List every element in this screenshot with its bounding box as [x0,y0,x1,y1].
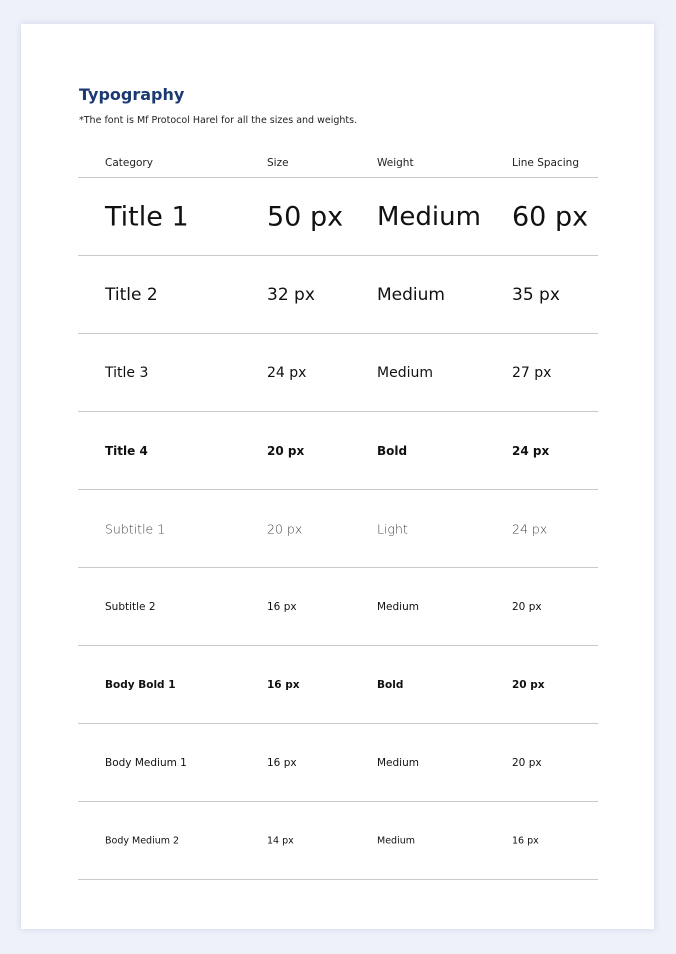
row-size: 50 px [267,201,344,232]
header-size: Size [267,157,289,169]
table-row [78,490,598,568]
row-line-spacing: 35 px [512,284,560,305]
row-category: Subtitle 2 [105,600,156,613]
row-category: Body Bold 1 [105,678,176,691]
row-category: Title 2 [105,284,158,305]
row-category: Body Medium 1 [105,756,187,769]
row-weight: Medium [377,284,445,305]
table-header [78,150,598,178]
row-size: 16 px [267,600,297,613]
table-row [78,724,598,802]
table-row [78,802,598,880]
row-line-spacing: 16 px [512,835,539,846]
table-row [78,334,598,412]
row-line-spacing: 60 px [512,201,589,232]
table-row [78,178,598,256]
font-note: *The font is Mf Protocol Harel for all the sizes and weights. [79,115,358,126]
row-size: 16 px [267,756,297,769]
row-line-spacing: 20 px [512,678,545,691]
document-page [21,24,654,929]
row-weight: Medium [377,600,419,613]
table-row [78,646,598,724]
row-line-spacing: 20 px [512,600,542,613]
row-category: Title 3 [105,364,149,381]
row-weight: Light [377,521,408,536]
row-category: Subtitle 1 [105,521,166,536]
table-row [78,256,598,334]
row-category: Body Medium 2 [105,835,180,846]
row-line-spacing: 27 px [512,364,552,381]
table-row [78,412,598,490]
row-size: 20 px [267,521,303,536]
header-category: Category [105,157,153,169]
row-weight: Medium [377,201,481,232]
row-size: 14 px [267,835,294,846]
row-line-spacing: 20 px [512,756,542,769]
row-weight: Bold [377,678,404,691]
header-line-spacing: Line Spacing [512,157,579,169]
row-weight: Medium [377,835,415,846]
row-weight: Bold [377,443,408,458]
row-line-spacing: 24 px [512,521,548,536]
typography-table [78,150,598,880]
row-size: 32 px [267,284,315,305]
table-row [78,568,598,646]
row-weight: Medium [377,756,419,769]
row-weight: Medium [377,364,433,381]
row-size: 24 px [267,364,307,381]
row-category: Title 1 [105,201,189,232]
header-weight: Weight [377,157,414,169]
page-title: Typography [79,85,185,104]
row-size: 20 px [267,443,305,458]
row-line-spacing: 24 px [512,443,550,458]
row-size: 16 px [267,678,300,691]
row-category: Title 4 [105,443,148,458]
